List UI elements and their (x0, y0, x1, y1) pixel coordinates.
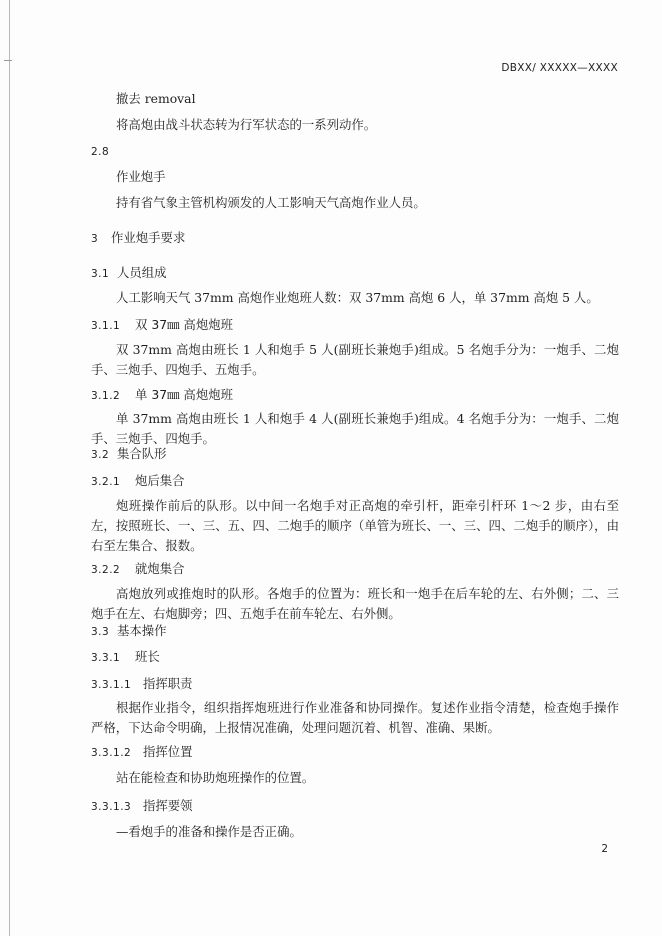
term-gunner: 作业炮手 (116, 169, 166, 184)
definition-gunner: 持有省气象主管机构颁发的人工影响天气高炮作业人员。 (116, 195, 426, 210)
heading-number: 3.1 (91, 268, 110, 280)
heading-3-1-2 (91, 384, 619, 407)
heading-number: 3.2.2 (91, 564, 121, 576)
clause-number: 2.8 (91, 146, 110, 158)
heading-title: 班长 (135, 649, 160, 664)
heading-number: 3.1.2 (91, 390, 121, 402)
heading-3-3-1-3 (91, 795, 619, 818)
binding-margin-line (9, 0, 10, 936)
heading-title: 指挥位置 (143, 744, 193, 759)
heading-number: 3.3.1 (91, 652, 121, 664)
heading-number: 3 (91, 233, 99, 245)
page-number: 2 (601, 843, 608, 855)
document-code: DBXX/ XXXXX—XXXX (501, 62, 618, 74)
paragraph-3-3-1-2: 站在能检查和协助炮班操作的位置。 (116, 770, 315, 785)
heading-title: 基本操作 (117, 623, 167, 638)
heading-number: 3.1.1 (91, 320, 121, 332)
heading-3-3 (91, 620, 619, 643)
heading-number: 3.2.1 (91, 476, 121, 488)
heading-title: 人员组成 (117, 265, 167, 280)
heading-3-2-2 (91, 558, 619, 581)
heading-3-2 (91, 443, 619, 466)
paragraph-3-3-1-3: —看炮手的准备和操作是否正确。 (116, 824, 302, 839)
heading-3-1-1 (91, 314, 619, 337)
heading-3 (91, 227, 619, 250)
paragraph-3-1-1: 双 37mm 高炮由班长 1 人和炮手 5 人(副班长兼炮手)组成。5 名炮手分为：一炮手、二炮手、三炮手、四炮手、五炮手。 (91, 342, 619, 377)
heading-number: 3.3.1.1 (91, 679, 132, 691)
heading-title: 就炮集合 (135, 561, 185, 576)
heading-title: 指挥职责 (143, 676, 193, 691)
paragraph-3-3-1-1: 根据作业指令，组织指挥炮班进行作业准备和协同操作。复述作业指令清楚，检查炮手操作严格，下达命令明确，上报情况准确，处理问题沉着、机智、准确、果断。 (91, 700, 619, 735)
definition-removal: 将高炮由战斗状态转为行军状态的一系列动作。 (116, 117, 377, 132)
heading-title: 单 37㎜ 高炮炮班 (135, 387, 233, 402)
heading-title: 集合队形 (117, 446, 167, 461)
heading-number: 3.3 (91, 626, 110, 638)
binding-margin-tick (4, 60, 12, 61)
heading-title: 双 37㎜ 高炮炮班 (135, 317, 233, 332)
term-removal: 撤去 removal (116, 91, 196, 106)
paragraph-3-1-2: 单 37mm 高炮由班长 1 人和炮手 4 人(副班长兼炮手)组成。4 名炮手分为：一炮手、二炮手、三炮手、四炮手。 (91, 411, 619, 446)
heading-3-2-1 (91, 470, 619, 493)
heading-title: 指挥要领 (143, 798, 193, 813)
clause-2-8-number (91, 140, 619, 163)
paragraph-3-1: 人工影响天气 37mm 高炮作业炮班人数：双 37mm 高炮 6 人，单 37mm 高炮 5 人。 (116, 290, 599, 305)
heading-number: 3.3.1.2 (91, 747, 132, 759)
heading-title: 作业炮手要求 (111, 230, 186, 245)
heading-number: 3.2 (91, 449, 110, 461)
heading-title: 炮后集合 (135, 473, 185, 488)
heading-3-1 (91, 262, 619, 285)
paragraph-3-2-2: 高炮放列或推炮时的队形。各炮手的位置为：班长和一炮手在后车轮的左、右外侧；二、三炮手在左、右炮脚旁；四、五炮手在前车轮左、右外侧。 (91, 586, 619, 621)
heading-3-3-1 (91, 646, 619, 669)
paragraph-3-2-1: 炮班操作前后的队形。以中间一名炮手对正高炮的牵引杆，距牵引杆环 1～2 步，由右至左，按照班长、一、三、五、四、二炮手的顺序（单管为班长、一、三、四、二炮手的顺序），由右至左集合、报数。 (91, 498, 619, 553)
heading-number: 3.3.1.3 (91, 801, 132, 813)
heading-3-3-1-1 (91, 673, 619, 696)
heading-3-3-1-2 (91, 741, 619, 764)
